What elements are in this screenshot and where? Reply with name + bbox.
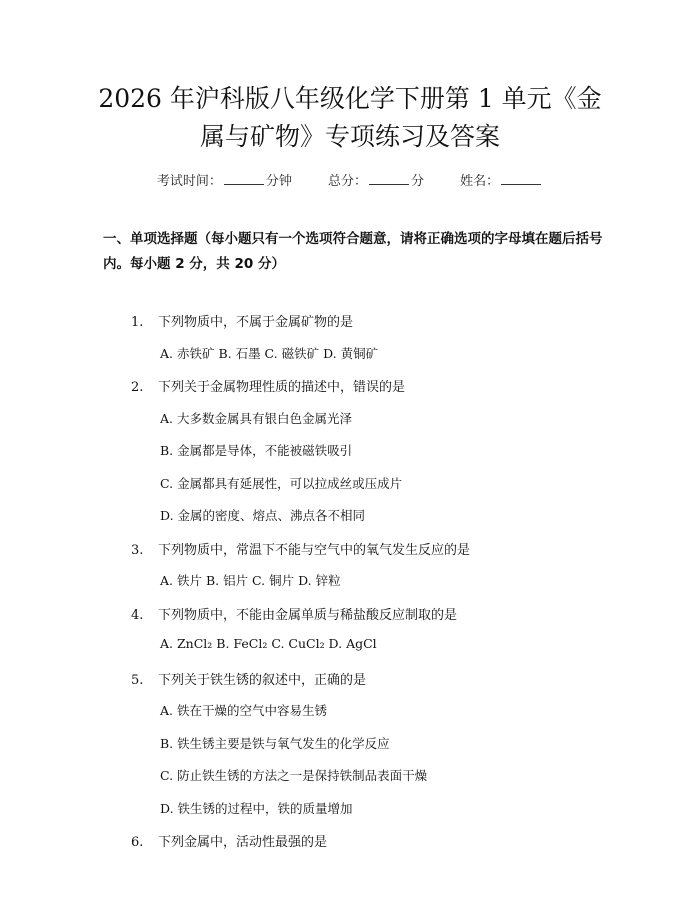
option-item: B. 铁生锈主要是铁与氧气发生的化学反应 — [160, 736, 390, 751]
question-options: A. 铁片 B. 铝片 C. 铜片 D. 锌粒 — [160, 573, 341, 588]
question-number: 1. — [131, 315, 144, 330]
option-item: A. 铁在干燥的空气中容易生锈 — [160, 703, 327, 718]
question-text: 下列金属中，活动性最强的是 — [158, 835, 328, 850]
option-item: C. 金属都具有延展性，可以拉成丝或压成片 — [160, 476, 403, 491]
option-item: D. 金属的密度、熔点、沸点各不相同 — [160, 508, 366, 523]
student-name-field — [460, 174, 543, 189]
question-item — [131, 669, 366, 688]
exam-time-unit: 分钟 — [265, 174, 292, 189]
question-number: 5. — [131, 673, 144, 688]
total-score-blank — [369, 173, 409, 185]
question-text: 下列物质中，不属于金属矿物的是 — [158, 315, 354, 330]
exam-info-line — [0, 170, 700, 189]
title-line-1: 2026 年沪科版八年级化学下册第 1 单元《金 — [98, 84, 602, 113]
section-heading: 一、单项选择题（每小题只有一个选项符合题意，请将正确选项的字母填在题后括号内。每小题 2 分，共 20 分） — [103, 231, 603, 272]
question-options: A. 赤铁矿 B. 石墨 C. 磁铁矿 D. 黄铜矿 — [160, 346, 379, 361]
question-number: 6. — [131, 835, 144, 850]
question-options: A. ZnCl₂ B. FeCl₂ C. CuCl₂ D. AgCl — [160, 636, 377, 651]
question-number: 2. — [131, 380, 144, 395]
question-text: 下列物质中，常温下不能与空气中的氧气发生反应的是 — [158, 543, 471, 558]
option-item: C. 防止铁生锈的方法之一是保持铁制品表面干燥 — [160, 768, 428, 783]
question-item — [131, 831, 327, 850]
student-name-blank — [501, 173, 541, 185]
title-line-2: 属与矿物》专项练习及答案 — [199, 122, 500, 151]
document-title — [80, 80, 620, 156]
question-number: 3. — [131, 543, 144, 558]
question-item — [131, 539, 470, 558]
question-item — [131, 376, 405, 395]
total-score-unit: 分 — [411, 174, 425, 189]
question-text: 下列关于铁生锈的叙述中，正确的是 — [158, 673, 367, 688]
question-item — [131, 604, 457, 623]
question-number: 4. — [131, 608, 144, 623]
question-text: 下列关于金属物理性质的描述中，错误的是 — [158, 380, 406, 395]
option-item: A. 大多数金属具有银白色金属光泽 — [160, 411, 352, 426]
exam-time-label: 考试时间： — [156, 174, 222, 189]
option-item: B. 金属都是导体，不能被磁铁吸引 — [160, 443, 353, 458]
student-name-label: 姓名： — [460, 174, 500, 189]
question-item — [131, 311, 353, 330]
exam-time-field — [157, 174, 296, 189]
total-score-label: 总分： — [327, 174, 367, 189]
exam-time-blank — [224, 173, 264, 185]
question-text: 下列物质中，不能由金属单质与稀盐酸反应制取的是 — [158, 608, 458, 623]
option-item: D. 铁生锈的过程中，铁的质量增加 — [160, 801, 353, 816]
total-score-field — [328, 174, 428, 189]
